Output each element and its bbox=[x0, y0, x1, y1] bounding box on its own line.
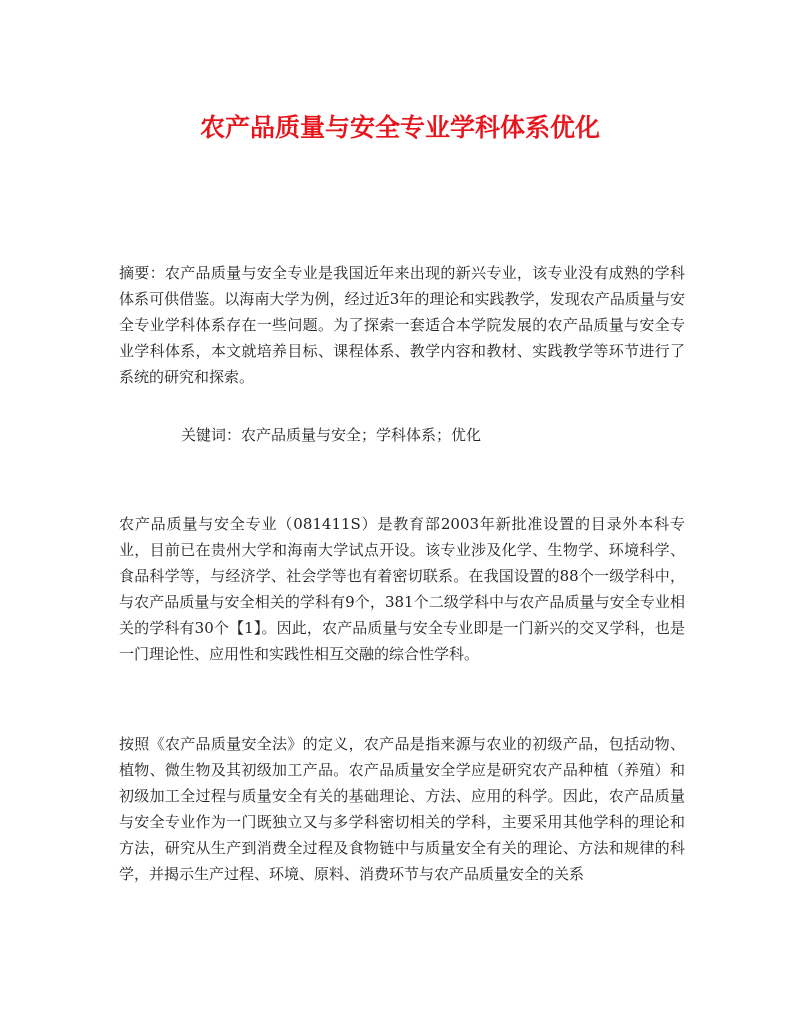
document-title: 农产品质量与安全专业学科体系优化 bbox=[199, 113, 600, 142]
body-paragraph: 农产品质量与安全专业（081411S）是教育部2003年新批准设置的目录外本科专业，目前已在贵州大学和海南大学试点开设。该专业涉及化学、生物学、环境科学、食品科学等，与经济学、社会学等也有着密切联系。在我国设置的88个一级学科中，与农产品质量与安全相关的学科有9个，381个二级学科中与农产品质量与安全专业相关的学科有30个【1】。因此，农产品质量与安全专业即是一门新兴的交叉学科，也是一门理论性、应用性和实践性相互交融的综合性学科。 bbox=[119, 515, 685, 663]
body-paragraph: 按照《农产品质量安全法》的定义，农产品是指来源与农业的初级产品，包括动物、植物、微生物及其初级加工产品。农产品质量安全学应是研究农产品种植（养殖）和初级加工全过程与质量安全有关的基础理论、方法、应用的科学。因此，农产品质量与安全专业作为一门既独立又与多学科密切相关的学科，主要采用其他学科的理论和方法，研究从生产到消费全过程及食物链中与质量安全有关的理论、方法和规律的科学，并揭示生产过程、环境、原料、消费环节与农产品质量安全的关系 bbox=[119, 735, 685, 883]
keywords-line: 关键词：农产品质量与安全；学科体系；优化 bbox=[181, 426, 482, 444]
abstract-paragraph: 摘要：农产品质量与安全专业是我国近年来出现的新兴专业，该专业没有成熟的学科体系可供借鉴。以海南大学为例，经过近3年的理论和实践教学，发现农产品质量与安全专业学科体系存在一些问题。为了探索一套适合本学院发展的农产品质量与安全专业学科体系，本文就培养目标、课程体系、教学内容和教材、实践教学等环节进行了系统的研究和探索。 bbox=[119, 264, 685, 386]
